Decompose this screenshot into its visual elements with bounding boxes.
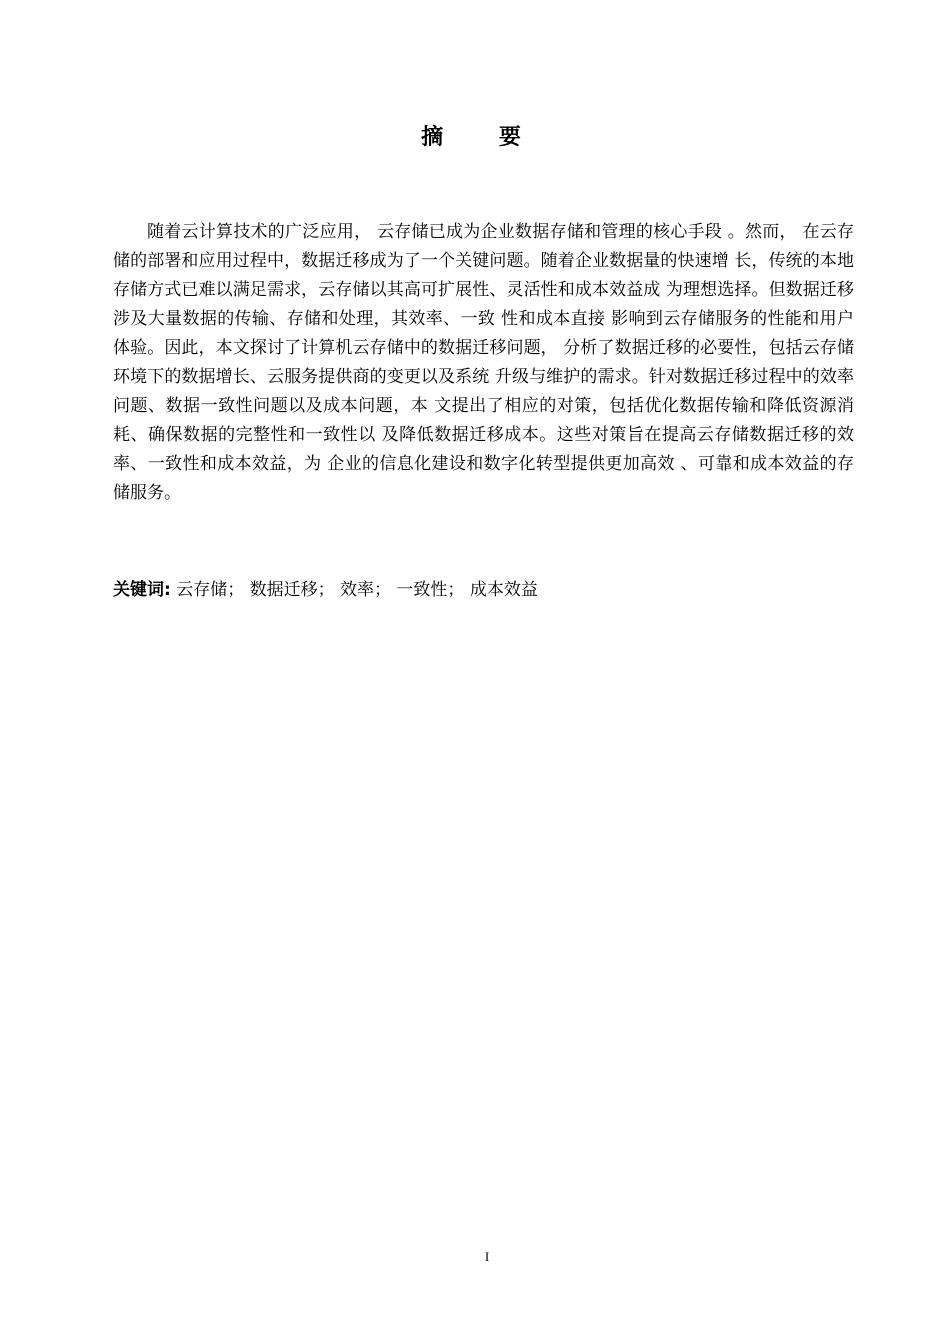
abstract-body: 随着云计算技术的广泛应用， 云存储已成为企业数据存储和管理的核心手段 。然而， 在云存储的部署和应用过程中，数据迁移成为了一个关键问题。随着企业数据量的快速增 长，传统的本地存储方式已难以满足需求，云存储以其高可扩展性、灵活性和成本效益成 为理想选择。但数据迁移涉及大量数据的传输、存储和处理，其效率、一致 性和成本直接 影响到云存储服务的性能和用户体验。因此，本文探讨了计算机云存储中的数据迁移问题， 分析了数据迁移的必要性，包括云存储环境下的数据增长、云服务提供商的变更以及系统 升级与维护的需求。针对数据迁移过程中的效率问题、数据一致性问题以及成本问题，本 文提出了相应的对策，包括优化数据传输和降低资源消耗、确保数据的完整性和一致性以 及降低数据迁移成本。这些对策旨在提高云存储数据迁移的效率、一致性和成本效益，为 企业的信息化建设和数字化转型提供更加高效 、可靠和成本效益的存储服务。 [113, 222, 854, 503]
keywords-label: 关键词: [113, 580, 171, 600]
keywords-line [113, 576, 854, 605]
keywords-list: 云存储； 数据迁移； 效率； 一致性； 成本效益 [176, 580, 538, 600]
abstract-title: 摘 要 [421, 125, 545, 150]
page-number: I [484, 1249, 490, 1264]
